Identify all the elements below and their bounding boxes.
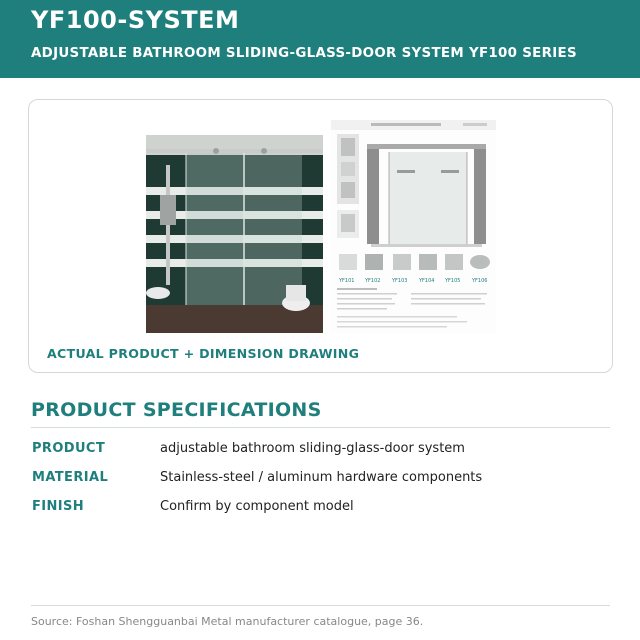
page-header: [0, 0, 640, 78]
divider: [31, 427, 610, 428]
specs-heading: PRODUCT SPECIFICATIONS: [31, 399, 322, 421]
spec-row-material: [31, 470, 610, 490]
spec-label: PRODUCT: [32, 441, 106, 456]
page-subtitle: ADJUSTABLE BATHROOM SLIDING-GLASS-DOOR SYSTEM YF100 SERIES: [31, 46, 577, 61]
spec-label: FINISH: [32, 499, 85, 514]
spec-value: Confirm by component model: [160, 499, 354, 514]
product-photo: [146, 135, 323, 333]
spec-value: adjustable bathroom sliding-glass-door system: [160, 441, 465, 456]
spec-label: MATERIAL: [32, 470, 109, 485]
spec-row-finish: [31, 499, 610, 519]
page-title: YF100-SYSTEM: [31, 6, 240, 34]
divider: [31, 605, 610, 606]
spec-value: Stainless-steel / aluminum hardware components: [160, 470, 483, 485]
sheet-model-label: YF103: [392, 278, 408, 284]
source-note: Source: Foshan Shengguanbai Metal manufacturer catalogue, page 36.: [31, 615, 424, 628]
sheet-model-label: YF104: [419, 278, 435, 284]
sheet-model-label: YF101: [339, 278, 355, 284]
spec-row-product: [31, 441, 610, 461]
dimension-drawing-sheet: [331, 120, 496, 333]
product-figure-card: [28, 99, 613, 373]
sheet-model-label: YF106: [472, 278, 488, 284]
sheet-model-label: YF102: [365, 278, 381, 284]
figure-caption: ACTUAL PRODUCT + DIMENSION DRAWING: [47, 346, 360, 361]
sheet-model-label: YF105: [445, 278, 461, 284]
